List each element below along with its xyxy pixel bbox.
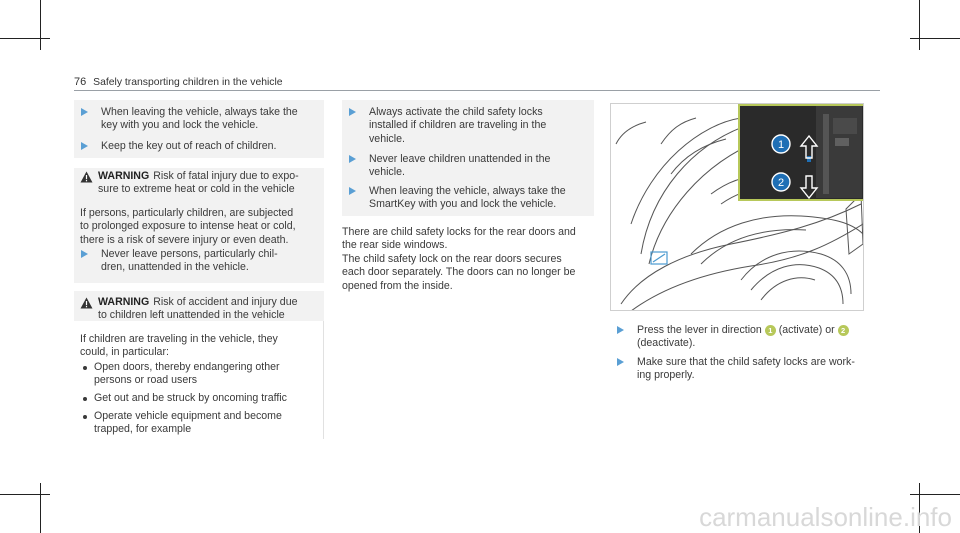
crop-mark bbox=[0, 38, 50, 39]
step: Make sure that the child safety locks are work- ing properly. bbox=[610, 356, 880, 383]
step: Never leave persons, particularly chil- dren, unattended in the vehicle. bbox=[74, 248, 324, 275]
step: Always activate the child safety locks installed if children are traveling in the vehicle. bbox=[342, 106, 594, 146]
step-arrow-icon bbox=[81, 142, 88, 150]
warning-triangle-icon bbox=[80, 171, 93, 183]
warning-triangle-icon bbox=[80, 297, 93, 309]
crop-mark bbox=[0, 494, 50, 495]
warning-title: WARNING Risk of fatal injury due to expo- sure to extreme heat or cold in the vehicle bbox=[98, 170, 299, 196]
step bbox=[74, 140, 324, 153]
header-rule bbox=[74, 90, 880, 91]
callout-badge-2: 2 bbox=[838, 325, 849, 336]
svg-text:2: 2 bbox=[777, 177, 785, 189]
step: When leaving the vehicle, always take the SmartKey with you and lock the vehicle. bbox=[342, 185, 594, 212]
page-header bbox=[74, 76, 283, 89]
crop-mark bbox=[40, 483, 41, 533]
step-arrow-icon bbox=[81, 250, 88, 258]
bullet-item: Operate vehicle equipment and become trapped, for example bbox=[80, 410, 324, 437]
step bbox=[74, 106, 324, 133]
warning-body: If persons, particularly children, are subjected to prolonged exposure to intense heat or cold, there is a risk of severe injury or even death. bbox=[80, 207, 296, 246]
step-arrow-icon bbox=[349, 108, 356, 116]
body-text: There are child safety locks for the rear doors and the rear side windows. The child safety lock on the rear doors secures each door separately. The doors can no longer be opened from the inside. bbox=[342, 226, 576, 292]
step-arrow-icon bbox=[349, 187, 356, 195]
step-arrow-icon bbox=[617, 358, 624, 366]
bullet-item: Get out and be struck by oncoming traffic bbox=[80, 392, 324, 405]
step-arrow-icon bbox=[617, 326, 624, 334]
warning-keyword: WARNING bbox=[98, 170, 150, 182]
page-number: 76 bbox=[74, 76, 87, 88]
warning-title: WARNING Risk of accident and injury due to children left unattended in the vehicle bbox=[98, 296, 298, 322]
step-line: Keep the key out of reach of children. bbox=[101, 140, 277, 152]
step: Never leave children unattended in the vehicle. bbox=[342, 153, 594, 180]
car-door-drawing bbox=[611, 104, 864, 311]
callout-badge-1: 1 bbox=[765, 325, 776, 336]
child-lock-illustration bbox=[610, 103, 864, 311]
bullet-dot bbox=[83, 397, 87, 401]
bullet-item: Open doors, thereby endangering other persons or road users bbox=[80, 361, 324, 388]
crop-mark bbox=[910, 38, 960, 39]
step: Press the lever in direction 1 (activate) or 2 (deactivate). bbox=[610, 324, 880, 351]
crop-mark bbox=[919, 0, 920, 50]
crop-mark bbox=[40, 0, 41, 50]
bullet-dot bbox=[83, 366, 87, 370]
bullet-dot bbox=[83, 415, 87, 419]
watermark: carmanualsonline.info bbox=[699, 502, 952, 532]
warning-body: If children are traveling in the vehicle, they could, in particular: bbox=[80, 333, 278, 359]
step-arrow-icon bbox=[81, 108, 88, 116]
step-line: When leaving the vehicle, always take the bbox=[101, 106, 298, 118]
step-arrow-icon bbox=[349, 155, 356, 163]
crop-mark bbox=[910, 494, 960, 495]
step-line: key with you and lock the vehicle. bbox=[101, 119, 259, 132]
svg-text:1: 1 bbox=[777, 139, 785, 151]
warning-keyword: WARNING bbox=[98, 296, 150, 308]
page-title: Safely transporting children in the vehicle bbox=[93, 77, 283, 88]
